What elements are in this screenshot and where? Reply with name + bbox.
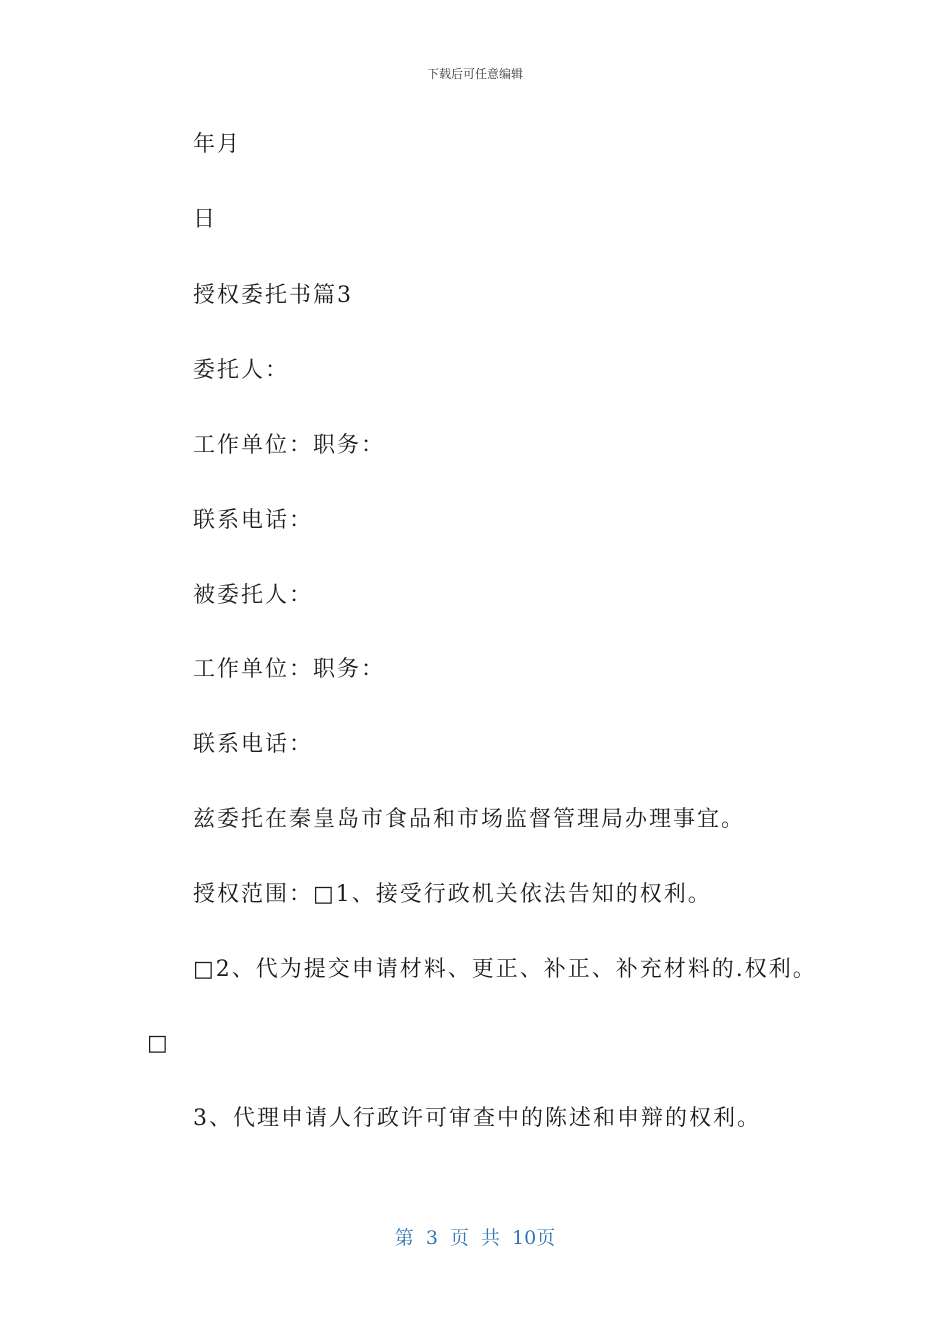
scope-item-3: 3、代理申请人行政许可审查中的陈述和申辩的权利。 [193,1106,761,1131]
scope-item-2: □2、代为提交申请材料、更正、补正、补充材料的.权利。 [193,957,817,982]
page-header: 下载后可任意编辑 [426,67,523,81]
principal-label: 委托人： [193,358,290,383]
agent-label: 被委托人： [193,583,314,608]
page-footer: 第 3 页 共 10页 [394,1227,556,1249]
principal-phone: 联系电话： [193,508,314,533]
agent-phone: 联系电话： [193,732,314,757]
checkbox-glyph: □ [147,1031,168,1056]
date-day: 日 [193,207,218,232]
date-year-month: 年月 [193,132,242,157]
section-title: 授权委托书篇3 [193,283,353,308]
agent-work-unit: 工作单位：职务： [193,657,386,682]
scope-item-1: 授权范围：□1、接受行政机关依法告知的权利。 [193,882,712,907]
entrust-statement: 兹委托在秦皇岛市食品和市场监督管理局办理事宜。 [193,807,746,832]
principal-work-unit: 工作单位：职务： [193,433,386,458]
